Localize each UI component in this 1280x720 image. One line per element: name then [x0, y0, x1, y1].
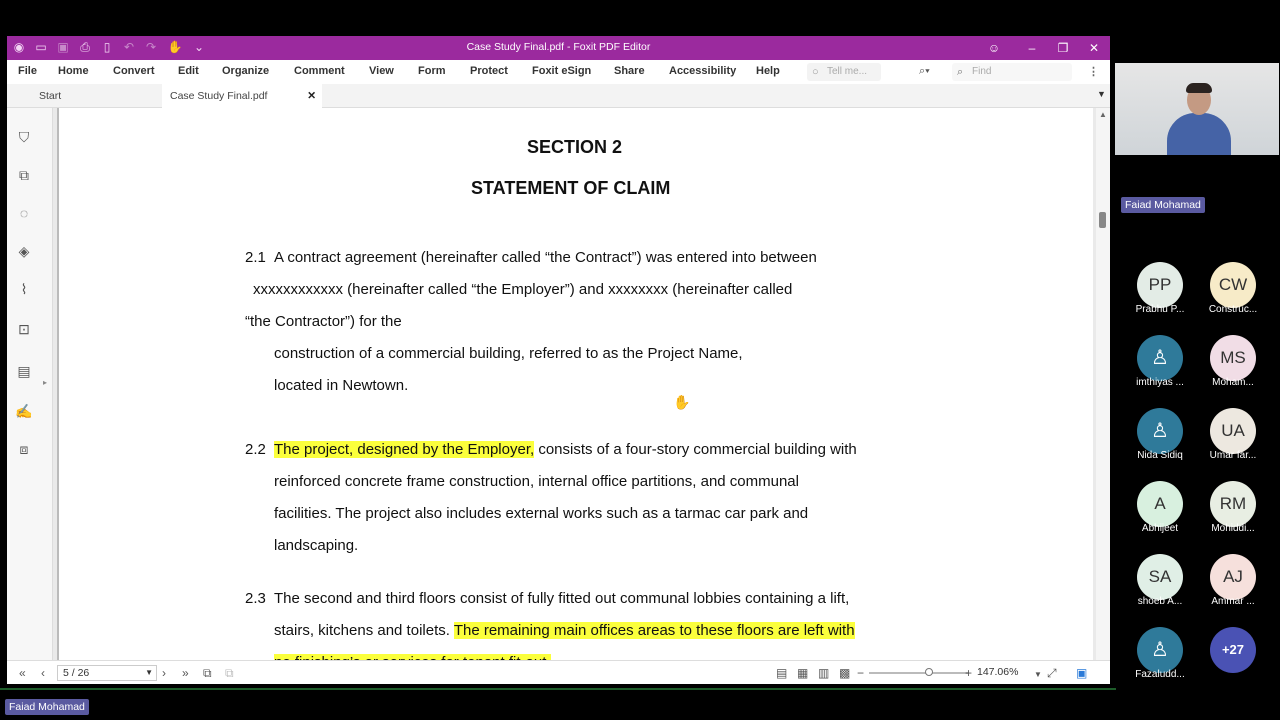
- next-page-icon[interactable]: ›: [162, 666, 166, 680]
- participant-name: Abhijeet: [1141, 523, 1179, 534]
- menu-foxit-esign[interactable]: Foxit eSign: [532, 65, 592, 77]
- participant-name: Moham...: [1212, 377, 1254, 388]
- participant-name: Nida Sidiq: [1137, 450, 1183, 461]
- single-page-icon[interactable]: ▤: [776, 666, 788, 680]
- more-options-icon[interactable]: ⋮: [1088, 66, 1099, 78]
- signature-icon[interactable]: ✍: [15, 403, 33, 419]
- participant-name: Ammar ...: [1211, 596, 1255, 607]
- tab-bar: [7, 84, 1110, 108]
- participant-avatar[interactable]: CW: [1210, 262, 1256, 308]
- account-icon[interactable]: ☺: [987, 41, 1001, 55]
- search-options-icon[interactable]: ⌕▾: [919, 65, 930, 77]
- menu-help[interactable]: Help: [756, 65, 780, 77]
- pdf-page: [57, 108, 1093, 668]
- zoom-slider[interactable]: [869, 672, 969, 674]
- participant-avatar[interactable]: AJ: [1210, 554, 1256, 600]
- close-window-button[interactable]: ✕: [1088, 41, 1100, 55]
- hand-cursor-icon: ✋: [673, 394, 691, 410]
- tab-start[interactable]: [7, 84, 162, 108]
- window-title: Case Study Final.pdf - Foxit PDF Editor: [466, 41, 651, 53]
- minimize-button[interactable]: –: [1028, 41, 1036, 55]
- tell-me-search[interactable]: [807, 63, 881, 81]
- participant-avatar[interactable]: [1137, 627, 1183, 673]
- speaker-body: [1167, 113, 1231, 155]
- customize-toolbar-icon[interactable]: ⌄: [193, 40, 205, 54]
- zoom-level[interactable]: 147.06%: [977, 666, 1019, 678]
- participant-avatar[interactable]: A: [1137, 481, 1183, 527]
- para-2-3-line-1: The second and third floors consist of fully fitted out communal lobbies containing a lift,: [274, 590, 850, 607]
- redo-icon[interactable]: ↷: [145, 40, 157, 54]
- expand-panel-icon[interactable]: ▸: [43, 378, 48, 387]
- print-icon[interactable]: ⎙: [80, 40, 90, 54]
- section-title: SECTION 2: [527, 137, 623, 157]
- menu-form[interactable]: Form: [418, 65, 446, 77]
- menu-convert[interactable]: Convert: [113, 65, 155, 77]
- participant-name: imthiyas ...: [1136, 377, 1184, 388]
- para-2-2-number: 2.2: [245, 441, 266, 458]
- tab-case-study[interactable]: [162, 84, 322, 108]
- foxit-window: [7, 36, 1110, 684]
- menu-share[interactable]: Share: [614, 65, 645, 77]
- participant-name: Umar far...: [1209, 450, 1257, 461]
- open-folder-icon[interactable]: ▭: [35, 40, 47, 54]
- participant-avatar[interactable]: [1137, 335, 1183, 381]
- attachment-icon[interactable]: ⌇: [20, 281, 28, 297]
- highlight-remaining-offices[interactable]: The remaining main offices areas to these floors are left with: [453, 622, 855, 639]
- next-view-icon[interactable]: ⧉: [225, 666, 234, 680]
- person-icon: ♙: [1151, 420, 1169, 442]
- person-icon: ♙: [1151, 639, 1169, 661]
- facing-pages-icon[interactable]: ▥: [818, 666, 830, 680]
- layers-icon[interactable]: ◈: [18, 243, 30, 259]
- zoom-dropdown-icon[interactable]: ▼: [1034, 670, 1042, 679]
- title-bar: [7, 36, 1110, 60]
- scrollbar-thumb[interactable]: [1099, 212, 1106, 228]
- restore-button[interactable]: ❐: [1057, 41, 1069, 55]
- participant-avatar[interactable]: UA: [1210, 408, 1256, 454]
- participant-name: Fazaludd...: [1135, 669, 1185, 680]
- last-page-icon[interactable]: »: [182, 666, 189, 680]
- find-placeholder: Find: [972, 66, 992, 77]
- para-2-2-line-4: landscaping.: [274, 537, 359, 554]
- zoom-out-icon[interactable]: −: [857, 666, 865, 680]
- menu-edit[interactable]: Edit: [178, 65, 199, 77]
- menu-accessibility[interactable]: Accessibility: [669, 65, 737, 77]
- tab-case-study-label: Case Study Final.pdf: [170, 90, 268, 102]
- participant-avatar[interactable]: PP: [1137, 262, 1183, 308]
- vertical-scrollbar[interactable]: [1096, 108, 1110, 660]
- menu-view[interactable]: View: [369, 65, 394, 77]
- status-bar: [7, 660, 1110, 684]
- speaker-name-tag: Faiad Mohamad: [1121, 197, 1205, 213]
- statement-heading: STATEMENT OF CLAIM: [471, 178, 671, 198]
- document-properties-icon[interactable]: ▤: [17, 363, 31, 379]
- hand-tool-icon[interactable]: ✋: [167, 40, 183, 54]
- tab-start-label: Start: [39, 90, 62, 102]
- save-icon[interactable]: ▣: [57, 40, 69, 54]
- continuous-facing-icon[interactable]: ▩: [839, 666, 851, 680]
- participant-name: Mohiddi...: [1211, 523, 1255, 534]
- participant-avatar[interactable]: RM: [1210, 481, 1256, 527]
- find-input[interactable]: [952, 63, 1072, 81]
- previous-view-icon[interactable]: ⧉: [203, 666, 212, 680]
- new-document-icon[interactable]: ▯: [103, 40, 111, 54]
- menu-home[interactable]: Home: [58, 65, 89, 77]
- more-participants-button[interactable]: +27: [1210, 627, 1256, 673]
- para-2-2-line-1-rest: consists of a four-story commercial building with: [534, 441, 857, 458]
- menu-file[interactable]: File: [18, 65, 37, 77]
- para-2-3-number: 2.3: [245, 590, 266, 607]
- para-2-1-line-1: A contract agreement (hereinafter called “the Contract”) was entered into between: [274, 249, 817, 266]
- participant-avatar[interactable]: [1137, 408, 1183, 454]
- first-page-icon[interactable]: «: [19, 666, 26, 680]
- fullscreen-icon[interactable]: ⤢: [1047, 666, 1057, 680]
- zoom-in-icon[interactable]: +: [965, 666, 973, 680]
- search-icon: ⌕: [957, 66, 964, 78]
- para-2-1-line-4: construction of a commercial building, referred to as the Project Name,: [274, 345, 743, 362]
- para-2-1-line-2: xxxxxxxxxxxx (hereinafter called “the Employer”) and xxxxxxxx (hereinafter called: [253, 281, 793, 298]
- para-2-1-number: 2.1: [245, 249, 266, 266]
- page-dropdown-icon[interactable]: ▼: [145, 668, 153, 677]
- security-lock-icon[interactable]: ⊡: [18, 321, 30, 337]
- highlight-employer-design[interactable]: The project, designed by the Employer,: [274, 441, 535, 458]
- para-2-1-line-3: “the Contractor”) for the: [245, 313, 402, 330]
- presenter-name-tag: Faiad Mohamad: [5, 699, 89, 715]
- para-2-1-line-5: located in Newtown.: [274, 377, 409, 394]
- menu-protect[interactable]: Protect: [470, 65, 508, 77]
- pages-icon[interactable]: ⧉: [19, 167, 29, 183]
- participant-avatar[interactable]: SA: [1137, 554, 1183, 600]
- tab-list-dropdown-icon[interactable]: ▼: [1097, 89, 1106, 99]
- participant-name: shoeb A...: [1137, 596, 1183, 607]
- previous-page-icon[interactable]: ‹: [41, 666, 45, 680]
- speaker-video: [1115, 63, 1279, 155]
- page-number: 5 / 26: [63, 667, 90, 679]
- comments-icon[interactable]: ◌: [19, 205, 29, 221]
- para-2-3-line-2: [274, 622, 855, 639]
- close-tab-icon[interactable]: ✕: [307, 90, 316, 102]
- document-view[interactable]: [53, 108, 1096, 660]
- participant-name: Construc...: [1208, 304, 1258, 315]
- para-2-2-line-1: [274, 441, 857, 458]
- screen-share-border: [0, 688, 1116, 690]
- chat-assistant-icon[interactable]: ▣: [1076, 666, 1088, 680]
- menu-bar: [7, 60, 1110, 84]
- para-2-3-line-2-plain: stairs, kitchens and toilets.: [274, 622, 454, 639]
- bookmark-icon[interactable]: ⛉: [18, 129, 30, 145]
- person-icon: ♙: [1151, 347, 1169, 369]
- foxit-logo-icon: ◉: [13, 40, 25, 54]
- scroll-up-icon[interactable]: ▲: [1099, 110, 1107, 119]
- participant-avatar[interactable]: MS: [1210, 335, 1256, 381]
- lightbulb-icon: ○: [812, 66, 819, 78]
- page-number-input[interactable]: [57, 665, 157, 681]
- para-2-2-line-2: reinforced concrete frame construction, internal office partitions, and communal: [274, 473, 799, 490]
- speaker-hair: [1186, 83, 1212, 93]
- participant-name: Prabhu P...: [1135, 304, 1185, 315]
- left-navigation-panel: [7, 108, 53, 660]
- continuous-page-icon[interactable]: ▦: [797, 666, 809, 680]
- compare-icon[interactable]: ⧈: [19, 441, 29, 457]
- para-2-2-line-3: facilities. The project also includes external works such as a tarmac car park and: [274, 505, 809, 522]
- menu-organize[interactable]: Organize: [222, 65, 270, 77]
- tell-me-placeholder: Tell me...: [827, 66, 868, 77]
- zoom-slider-knob[interactable]: [925, 668, 933, 676]
- undo-icon[interactable]: ↶: [123, 40, 135, 54]
- menu-comment[interactable]: Comment: [294, 65, 345, 77]
